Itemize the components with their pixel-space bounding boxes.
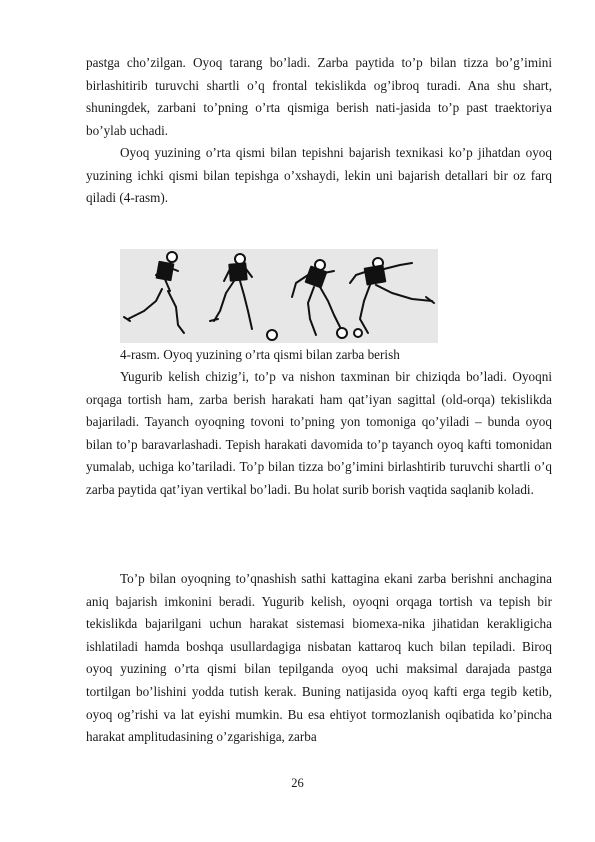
figure-caption: 4-rasm. Oyoq yuzining o’rta qismi bilan zarba berish [120, 347, 400, 362]
paragraph-2: Oyoq yuzining o’rta qismi bilan tepishni bajarish texnikasi ko’p jihatdan oyoq yuzining ichki qismi bilan tepishga o’xshaydi, lekin uni bajarish detallari bir oz farq qiladi (4-rasm). [86, 145, 552, 206]
football-kick-illustration [120, 249, 438, 343]
paragraph-3: Yugurib kelish chizig’i, to’p va nishon taxminan bir chiziqda bo’ladi. Oyoqni orqaga tortish ham, zarba berish harakati ham qat’iyan sagittal (old-orqa) tekislikda bajariladi. Tayanch oyoqning tovoni to’pning yon tomoniga qo’yiladi – bunda oyoq bilan to’p baravarlashadi. Tepish harakati davomida to’p tayanch oyoq kafti tomonidan yumalab, uchiga ko’tariladi. To’p bilan tizza bo’g’imini birlashtirib turuvchi shartli o’q zarba paytida qat’iyan vertikal bo’ladi. Bu holat surib borish vaqtida saqlanib koladi. [86, 369, 552, 497]
paragraph-4: To’p bilan oyoqning to’qnashish sathi kattagina ekani zarba berishni anchagina aniq bajarish imkonini beradi. Yugurib kelish, oyoqni orqaga tortish va tepish bir tekislikda bajarilgani uchun harakat sistemasi biomexa-nika jihatidan kerakligicha ishlatiladi hamda boshqa usullardagiga nisbatan kattaroq kuch bilan tepiladi. Biroq oyoq yuzining o’rta qismi bilan tepilganda oyoq uchi maksimal darajada pastga tortilgan bo’lishini yodda tutish kerak. Buning natijasida oyoq kafti erga tegib ketib, oyoq og’rishi va lat eyishi mumkin. Bu esa ehtiyot tormozlanish oqibatida ko’pincha harakat amplitudasining o’zgarishiga, zarba [86, 571, 552, 745]
paragraph-1: pastga cho’zilgan. Oyoq tarang bo’ladi. Zarba paytida to’p bilan tizza bo’g’imini birlashitirib turuvchi shartli o’q frontal tekislikda og’ibroq turadi. Ana shu shart, shuningdek, zarbani to’pning o’rta qismiga berish nati-jasida to’p past traektoriya bo’ylab uchadi. [86, 55, 552, 138]
figure-kick-sequence [120, 249, 438, 343]
page-number: 26 [291, 776, 304, 790]
